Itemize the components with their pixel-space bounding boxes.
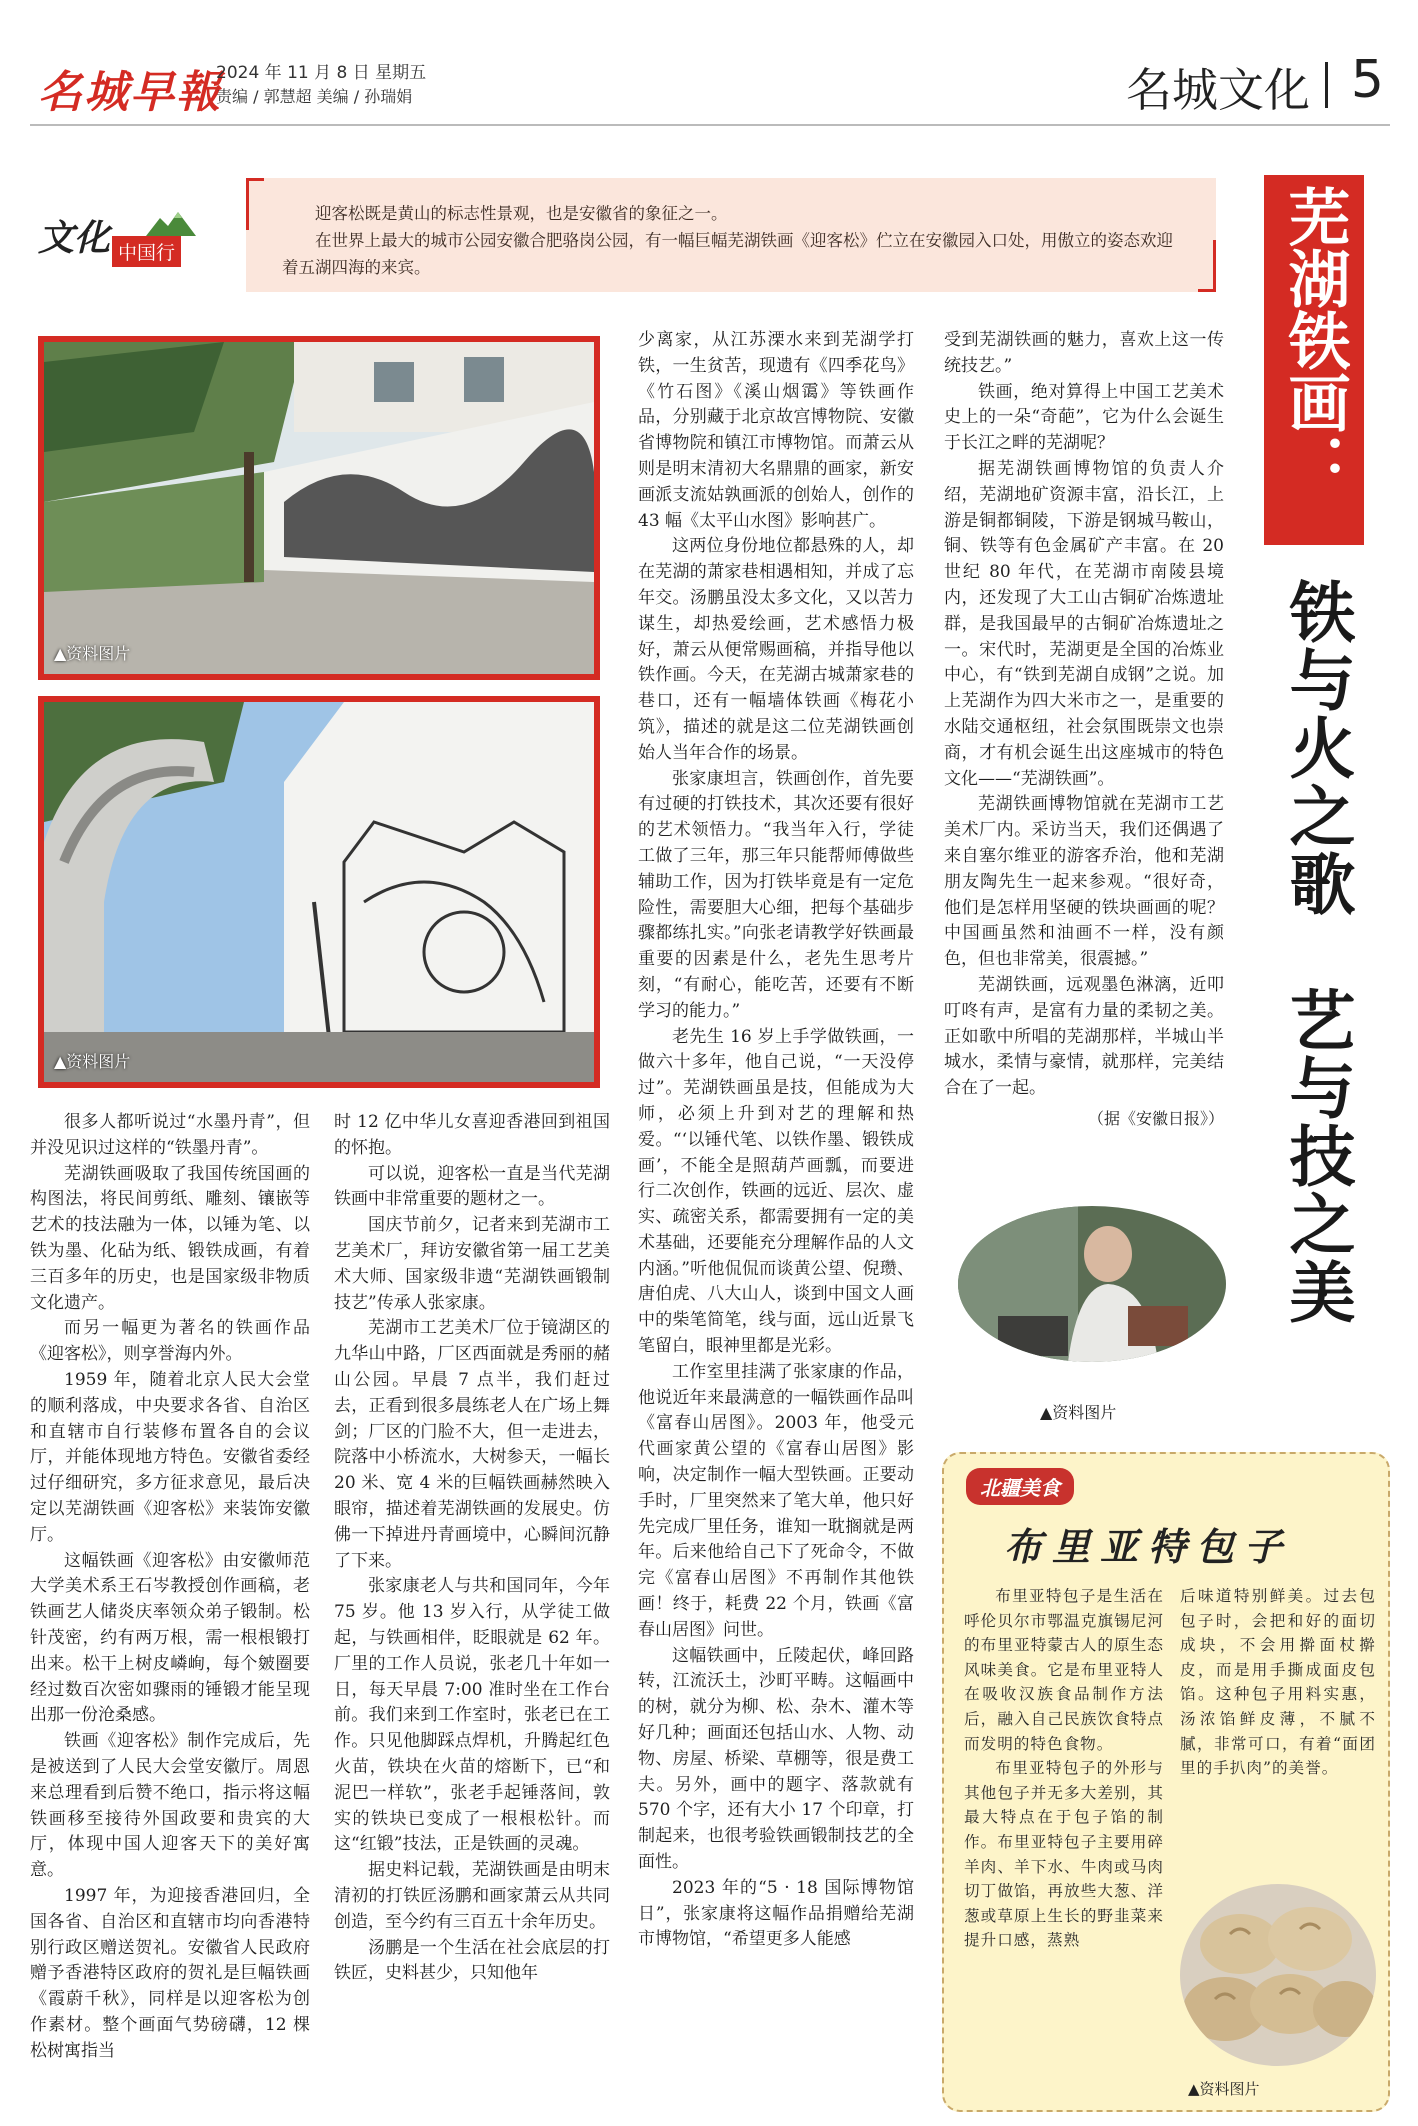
paragraph: 芜湖铁画，远观墨色淋漓，近叩叮咚有声，是富有力量的柔韧之美。正如歌中所唱的芜湖那样，半城山半城水，柔情与豪情，就那样，完美结合在了一起。	[944, 974, 1224, 1099]
badge-label: 中国行	[112, 236, 181, 267]
photo-iron-gate	[38, 696, 600, 1088]
photo-caption: ▲资料图片	[1040, 1403, 1117, 1422]
food-sidebar	[942, 1452, 1390, 2112]
badge-script: 文化	[38, 217, 111, 259]
intro-box	[246, 178, 1216, 292]
intro-line: 迎客松既是黄山的标志性景观，也是安徽省的象征之一。	[315, 204, 728, 223]
paragraph: 汤鹏是一个生活在社会底层的打铁匠，史料甚少，只知他年	[334, 1937, 610, 1984]
paragraph: 而另一幅更为著名的铁画作品《迎客松》，则享誉海内外。	[30, 1318, 310, 1365]
section-name: 名城文化	[1126, 63, 1310, 117]
intro-line: 在世界上最大的城市公园安徽合肥骆岗公园，有一幅巨幅芜湖铁画《迎客松》伫立在安徽园入口处，用傲立的姿态欢迎着五湖四海的来宾。	[282, 231, 1173, 277]
paragraph: 少离家，从江苏溧水来到芜湖学打铁，一生贫苦，现遗有《四季花鸟》《竹石图》《溪山烟霭》等铁画作品，分别藏于北京故宫博物院、安徽省博物院和镇江市博物馆。而萧云从则是明末清初大名鼎鼎的画家，新安画派支流姑孰画派的创始人，创作的 43 幅《太平山水图》影响甚广。	[638, 330, 914, 531]
intro-bracket-right	[1198, 240, 1216, 292]
paragraph: 据史料记载，芜湖铁画是由明末清初的打铁匠汤鹏和画家萧云从共同创造，至今约有三百五十余年历史。	[334, 1860, 610, 1932]
editors-credit: 责编 / 郭慧超 美编 / 孙瑞娟	[216, 87, 413, 106]
paragraph: 这两位身份地位都悬殊的人，却在芜湖的萧家巷相遇相知，并成了忘年交。汤鹏虽没太多文化，又以苦力谋生，却热爱绘画，艺术感悟力极好，萧云从便常赐画稿，并指导他以铁作画。今天，在芜湖古城萧家巷的巷口，还有一幅墙体铁画《梅花小筑》，描述的就是这二位芜湖铁画创始人当年合作的场景。	[638, 536, 914, 763]
paragraph: 可以说，迎客松一直是当代芜湖铁画中非常重要的题材之一。	[334, 1163, 610, 1210]
photo-caption: ▲资料图片	[1188, 2080, 1260, 2098]
header-rule	[30, 124, 1390, 126]
paragraph: 1959 年，随着北京人民大会堂的顺利落成，中央要求各省、自治区和直辖市自行装修布置各自的会议厅，并能体现地方特色。安徽省委经过仔细研究，多方征求意见，最后决定以芜湖铁画《迎客松》来装饰安徽厅。	[30, 1369, 310, 1545]
buns-photo	[1180, 1884, 1376, 2066]
paragraph: 铁画《迎客松》制作完成后，先是被送到了人民大会堂安徽厅。周恩来总理看到后赞不绝口，指示将这幅铁画移至接待外国政要和贵宾的大厅，体现中国人迎客天下的美好寓意。	[30, 1731, 310, 1881]
paragraph: 1997 年，为迎接香港回归，全国各省、自治区和直辖市均向香港特别行政区赠送贺礼。安徽省人民政府赠予香港特区政府的贺礼是巨幅铁画《霞蔚千秋》，同样是以迎客松为创作素材。整个画面气势磅礴，12 棵松树寓指当	[30, 1885, 310, 2061]
page-number: 5	[1350, 50, 1384, 110]
article-column-2	[334, 1110, 610, 1987]
food-title: 布里亚特包子	[1004, 1524, 1293, 1569]
headline-title: 铁与火之歌 艺与技之美	[1278, 578, 1355, 1326]
food-column-2	[1180, 1584, 1376, 1781]
photo-caption: ▲资料图片	[54, 644, 131, 663]
mountain-icon	[146, 210, 196, 236]
paragraph: 布里亚特包子是生活在呼伦贝尔市鄂温克旗锡尼河的布里亚特蒙古人的原生态风味美食。它是布里亚特人在吸收汉族食品制作方法后，融入自己民族饮食特点而发明的特色食物。	[964, 1587, 1164, 1753]
article-column-4	[944, 328, 1224, 1132]
article-column-3	[638, 328, 914, 1953]
paragraph: 芜湖铁画博物馆就在芜湖市工艺美术厂内。采访当天，我们还偶遇了来自塞尔维亚的游客乔治，他和芜湖朋友陶先生一起来参观。“很好奇，他们是怎样用坚硬的铁块画画的呢？中国画虽然和油画不一样，没有颜色，但也非常美，很震撼。”	[944, 794, 1224, 970]
paragraph: 很多人都听说过“水墨丹青”，但并没见识过这样的“铁墨丹青”。	[30, 1112, 310, 1158]
paragraph: 布里亚特包子的外形与其他包子并无多大差别，其最大特点在于包子馅的制作。布里亚特包子主要用碎羊肉、羊下水、牛肉或马肉切丁做馅，再放些大葱、洋葱或草原上生长的野韭菜来提升口感，蒸熟	[964, 1759, 1164, 1950]
paragraph: 这幅铁画《迎客松》由安徽师范大学美术系王石岑教授创作画稿，老铁画艺人储炎庆率领众弟子锻制。松针茂密，约有两万根，需一根根锻打出来。松干上树皮嶙峋，每个皴圈要经过数百次密如骤雨的锤锻才能呈现出那一份沧桑感。	[30, 1550, 310, 1726]
intro-bracket-left	[246, 178, 264, 230]
paragraph: 时 12 亿中华儿女喜迎香港回到祖国的怀抱。	[334, 1112, 610, 1158]
masthead	[30, 52, 1390, 122]
newspaper-logo: 名城早報	[38, 67, 222, 118]
paragraph: 受到芜湖铁画的魅力，喜欢上这一传统技艺。”	[944, 330, 1224, 376]
paragraph: 张家康坦言，铁画创作，首先要有过硬的打铁技术，其次还要有很好的艺术领悟力。“我当年入行，学徒工做了三年，那三年只能帮师傅做些辅助工作，因为打铁毕竟是有一定危险性，需要胆大心细，把每个基础步骤都练扎实。”向张老请教学好铁画最重要的因素是什么，老先生思考片刻，“有耐心，能吃苦，还要有不断学习的能力。”	[638, 768, 914, 1021]
paragraph: 2023 年的“5 · 18 国际博物馆日”，张家康将这幅作品捐赠给芜湖市博物馆，“希望更多人能感	[638, 1877, 914, 1950]
paragraph: 工作室里挂满了张家康的作品，他说近年来最满意的一幅铁画作品叫《富春山居图》。2003 年，他受元代画家黄公望的《富春山居图》影响，决定制作一幅大型铁画。正要动手时，厂里突然来了笔大单，他只好先完成厂里任务，谁知一耽搁就是两年。后来他给自己下了死命令，不做完《富春山居图》不再制作其他铁画！终于，耗费 22 个月，铁画《富春山居图》问世。	[638, 1361, 914, 1640]
article-source: （据《安徽日报》）	[1087, 1108, 1224, 1128]
photo-iron-wall	[38, 336, 600, 680]
paragraph: 这幅铁画中，丘陵起伏，峰回路转，江流沃土，沙町平畴。这幅画中的树，就分为柳、松、杂木、灌木等好几种；画面还包括山水、人物、动物、房屋、桥梁、草棚等，很是费工夫。另外，画中的题字、落款就有 570 个字，还有大小 17 个印章，打制起来，也很考验铁画锻制技艺的全面性。	[638, 1645, 914, 1873]
photo-caption: ▲资料图片	[54, 1052, 131, 1071]
paragraph: 芜湖铁画吸取了我国传统国画的构图法，将民间剪纸、雕刻、镶嵌等艺术的技法融为一体，以锤为笔、以铁为墨、化砧为纸、锻铁成画，有着三百多年的历史，也是国家级非物质文化遗产。	[30, 1163, 310, 1313]
paragraph: 国庆节前夕，记者来到芜湖市工艺美术厂，拜访安徽省第一届工艺美术大师、国家级非遗“芜湖铁画锻制技艺”传承人张家康。	[334, 1215, 610, 1313]
paragraph: 铁画，绝对算得上中国工艺美术史上的一朵“奇葩”，它为什么会诞生于长江之畔的芜湖呢？	[944, 381, 1224, 454]
paragraph: 据芜湖铁画博物馆的负责人介绍，芜湖地矿资源丰富，沿长江，上游是铜都铜陵，下游是钢城马鞍山，铜、铁等有色金属矿产丰富。在 20 世纪 80 年代，在芜湖市南陵县境内，还发现了大工山古铜矿冶炼遗址群，是我国最早的古铜矿冶炼遗址之一。宋代时，芜湖更是全国的冶炼业中心，有“铁到芜湖自成钢”之说。加上芜湖作为四大米市之一，是重要的水陆交通枢纽，社会氛围既崇文也崇商，才有机会诞生出这座城市的特色文化——“芜湖铁画”。	[944, 458, 1224, 789]
issue-date: 2024 年 11 月 8 日 星期五	[216, 63, 427, 83]
paragraph: 老先生 16 岁上手学做铁画，一做六十多年，他自己说，“一天没停过”。芜湖铁画虽是技，但能成为大师，必须上升到对艺的理解和热爱。“‘以锤代笔、以铁作墨、锻铁成画’，不能全是照葫芦画瓢，而要进行二次创作，铁画的远近、层次、虚实、疏密关系，都需要拥有一定的美术基础，还要能充分理解作品的人文内涵。”听他侃侃而谈黄公望、倪瓒、唐伯虎、八大山人，谈到中国文人画中的柴笔简笔，线与面，远山近景飞笔留白，眼神里都是光彩。	[638, 1026, 914, 1357]
paragraph: 后味道特别鲜美。过去包包子时，会把和好的面切成块，不会用擀面杖擀皮，而是用手撕成面皮包馅。这种包子用料实惠，汤浓馅鲜皮薄，不腻不膩，非常可口，有着“面团里的手扒肉”的美誉。	[1180, 1587, 1376, 1778]
headline-kicker: 芜湖铁画：	[1264, 175, 1364, 545]
food-column-1	[964, 1584, 1164, 1953]
paragraph: 芜湖市工艺美术厂位于镜湖区的九华山中路，厂区西面就是秀丽的赭山公园。早晨 7 点半，我们赶过去，正看到很多晨练老人在广场上舞剑；厂区的门脸不大，但一走进去，院落中小桥流水，大树参天，一幅长 20 米、宽 4 米的巨幅铁画赫然映入眼帘，描述着芜湖铁画的发展史。仿佛一下掉进丹青画境中，心瞬间沉静了下来。	[334, 1318, 610, 1571]
article-column-1	[30, 1110, 310, 2064]
section-divider	[1325, 62, 1328, 108]
food-tag: 北疆美食	[966, 1468, 1074, 1505]
paragraph: 张家康老人与共和国同年，今年 75 岁。他 13 岁入行，从学徒工做起，与铁画相伴，眨眼就是 62 年。厂里的工作人员说，张老几十年如一日，每天早晨 7:00 准时坐在工作台前。我们来到工作室时，张老已在工作。只见他脚踩点焊机，升腾起红色火苗，铁块在火苗的熔断下，已“和泥巴一样软”，张老手起锤落间，敦实的铁块已变成了一根根松针。而这“红锻”技法，正是铁画的灵魂。	[334, 1576, 610, 1855]
culture-badge	[38, 210, 208, 270]
portrait-photo	[958, 1206, 1226, 1362]
